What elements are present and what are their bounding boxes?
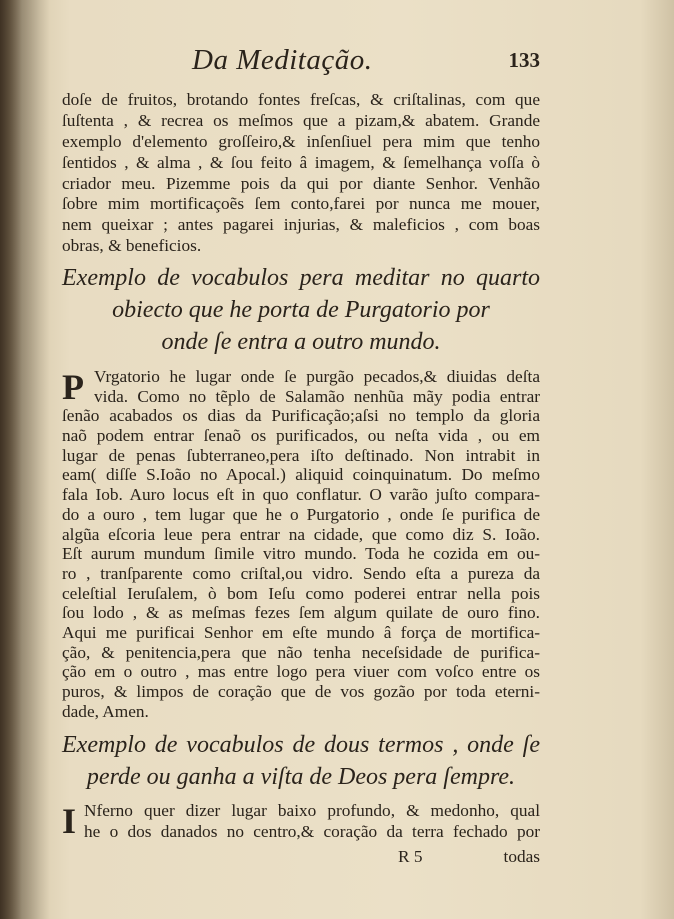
signature-mark: R 5: [398, 847, 423, 866]
text-line: obras, & beneficios.: [62, 236, 202, 256]
paragraph-3: [62, 801, 540, 843]
text-line: Aqui me purificai Senhor em eſte mundo â força de mortifica-: [62, 622, 540, 642]
text-line: lugar de penas ſubterraneo,pera iſto deſtinado. Non intrabit in: [62, 445, 540, 465]
running-title: Da Meditação.: [192, 44, 373, 76]
heading-line: Exemplo de vocabulos de dous termos , onde ſe: [62, 732, 540, 758]
section-heading-inferno: [62, 729, 540, 793]
text-line: exemplo d'elemento groſſeiro,& inſenſiuel pera mim que tenho: [62, 131, 540, 151]
paragraph-2: [62, 367, 540, 721]
heading-line: obiecto que he porta de Purgatorio por: [112, 297, 490, 323]
text-line: ção em o outro , mas entre logo pera viuer com voſco entre os: [62, 662, 540, 682]
heading-line: perde ou ganha a viſta de Deos pera ſempre.: [86, 764, 516, 790]
text-line: do a ouro , tem lugar que he o Purgatorio , onde ſe purifica de: [62, 504, 540, 524]
text-line: criador meu. Pizemme pois da qui por diante Senhor. Venhão: [62, 173, 540, 193]
text-line: doſe de fruitos, brotando fontes freſcas, & criſtalinas, com que: [62, 90, 540, 109]
page-header: [62, 44, 540, 78]
text-line: ção, & penitencia,pera que não tenha neceſsidade de purifica-: [62, 642, 540, 662]
text-line: celeſtial Ieruſalem, ò bom Ieſu como poderei entrar nella pois: [62, 583, 540, 603]
text-line: dade, Amen.: [62, 701, 149, 721]
section-heading-purgatorio: [62, 262, 540, 358]
text-line: naõ podem entrar ſenaõ os purificados, ou neſta vida , ou em: [62, 426, 540, 446]
text-line: Eſt aurum mundum ſimile vitro mundo. Toda he cozida em ou-: [62, 544, 540, 564]
page-footer: [62, 847, 540, 867]
text-line: vida. Como no tẽplo de Salamão nenhũa mãy podia entrar: [94, 386, 540, 406]
text-line: ſenão acabados os dias da Purificação;aſsi no templo da gloria: [62, 406, 540, 426]
drop-cap: P: [62, 369, 84, 405]
drop-cap: I: [62, 803, 77, 839]
heading-line: onde ſe entra a outro mundo.: [161, 329, 441, 355]
heading-line: Exemplo de vocabulos pera meditar no quarto: [62, 265, 540, 291]
text-line: puros, & limpos de coração que de vos gozão por toda eterni-: [62, 682, 540, 701]
text-line: algũa eſcoria leue pera entrar na cidade, que como diz S. Ioão.: [62, 524, 540, 544]
text-line: ro , tranſparente como criſtal,ou vidro. Sendo eſta a pureza da: [62, 563, 540, 583]
text-line: fala Iob. Auro locus eſt in quo conflatur. O varão juſto compara-: [62, 485, 540, 505]
text-line: Vrgatorio he lugar onde ſe purgão pecados,& diuidas deſta: [94, 367, 540, 386]
text-line: he o dos danados no centro,& coração da terra fechado por: [84, 821, 540, 841]
book-gutter-shadow: [0, 0, 50, 919]
text-line: ſuſtenta , & recrea os meſmos que a pizam,& abatem. Grande: [62, 110, 540, 130]
paragraph-1: [62, 90, 540, 257]
text-line: ſentidos , & alma , & ſou feito â imagem, & ſemelhança voſſa ò: [62, 152, 540, 172]
catchword: todas: [503, 847, 540, 866]
text-line: Nferno quer dizer lugar baixo profundo, & medonho, qual: [84, 801, 540, 820]
text-line: nem queixar ; antes pagarei injurias, & maleficios , com boas: [62, 215, 540, 235]
text-line: ſou lodo , & as meſmas fezes ſem algum quilate de ouro fino.: [62, 603, 540, 623]
page-number: 133: [508, 48, 540, 72]
text-line: eam( diſſe S.Ioão no Apocal.) aliquid coinquinatum. Do meſmo: [62, 465, 540, 485]
text-line: ſobre mim mortificaçoẽs ſem conto,farei por nunca me mouer,: [62, 194, 540, 214]
